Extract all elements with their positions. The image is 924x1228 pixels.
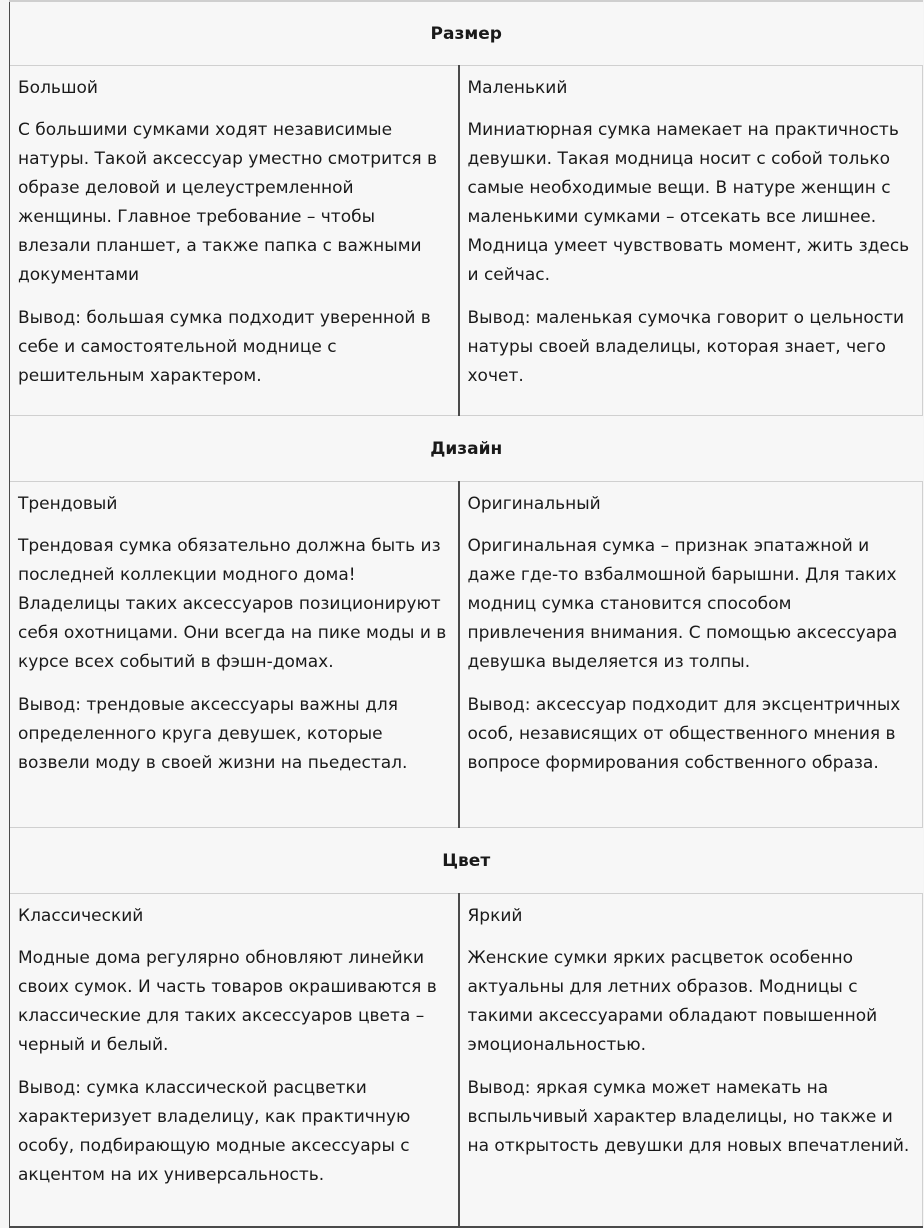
cell-text-small: Миниатюрная сумка намекает на практичность девушки. Такая модница носит с собой только самые необходимые вещи. В натуре женщин с маленькими сумками – отсекать все лишнее. Модница умеет чувствовать момент, жить здесь и сейчас. (467, 120, 910, 285)
section-header-color: Цвет (10, 828, 923, 894)
section-header-row-color (10, 828, 923, 894)
section-header-design: Дизайн (10, 416, 923, 482)
cell-title-trendy: Трендовый (18, 494, 118, 514)
section-header-size: Размер (10, 1, 923, 66)
cell-text-bright: Женские сумки ярких расцветок особенно актуальны для летних образов. Модницы с такими аксессуарами обладают повышенной эмоциональностью. (467, 948, 878, 1055)
table-row (10, 482, 923, 828)
cell-original (459, 482, 923, 828)
cell-title-small: Маленький (467, 78, 568, 98)
cell-text-classic: Модные дома регулярно обновляют линейки своих сумок. И часть товаров окрашиваются в классические для таких аксессуаров цвета – черный и белый. (18, 948, 437, 1055)
table-row (10, 66, 923, 416)
cell-conclusion-bright: Вывод: яркая сумка может намекать на вспыльчивый характер владелицы, но также и на открытость девушки для новых впечатлений. (467, 1078, 910, 1156)
cell-title-bright: Яркий (467, 906, 523, 926)
cell-trendy (10, 482, 459, 828)
cell-text-original: Оригинальная сумка – признак эпатажной и даже где-то взбалмошной барышни. Для таких модниц сумка становится способом привлечения внимания. С помощью аксессуара девушка выделяется из толпы. (467, 536, 898, 672)
cell-large (10, 66, 459, 416)
cell-title-classic: Классический (18, 906, 144, 926)
cell-small (459, 66, 923, 416)
cell-title-original: Оригинальный (467, 494, 601, 514)
cell-text-trendy: Трендовая сумка обязательно должна быть из последней коллекции модного дома! Владелицы таких аксессуаров позиционируют себя охотницами. Они всегда на пике моды и в курсе всех событий в фэшн-домах. (18, 536, 447, 672)
section-header-row-size (10, 1, 923, 66)
cell-classic (10, 894, 459, 1228)
cell-bright (459, 894, 923, 1228)
cell-title-large: Большой (18, 78, 98, 98)
cell-conclusion-original: Вывод: аксессуар подходит для эксцентричных особ, независящих от общественного мнения в вопросе формирования собственного образа. (467, 695, 901, 773)
cell-text-large: С большими сумками ходят независимые натуры. Такой аксессуар уместно смотрится в образе деловой и целеустремленной женщины. Главное требование – чтобы влезали планшет, а также папка с важными документами (18, 120, 438, 285)
table-row (10, 894, 923, 1228)
bag-comparison-table (9, 0, 923, 1228)
cell-conclusion-small: Вывод: маленькая сумочка говорит о цельности натуры своей владелицы, которая знает, чего хочет. (467, 308, 905, 386)
cell-conclusion-classic: Вывод: сумка классической расцветки характеризует владелицу, как практичную особу, подбирающую модные аксессуары с акцентом на их универсальность. (18, 1078, 411, 1185)
section-header-row-design (10, 416, 923, 482)
cell-conclusion-large: Вывод: большая сумка подходит уверенной в себе и самостоятельной моднице с решительным характером. (18, 308, 431, 386)
cell-conclusion-trendy: Вывод: трендовые аксессуары важны для определенного круга девушек, которые возвели моду в своей жизни на пьедестал. (18, 695, 408, 773)
